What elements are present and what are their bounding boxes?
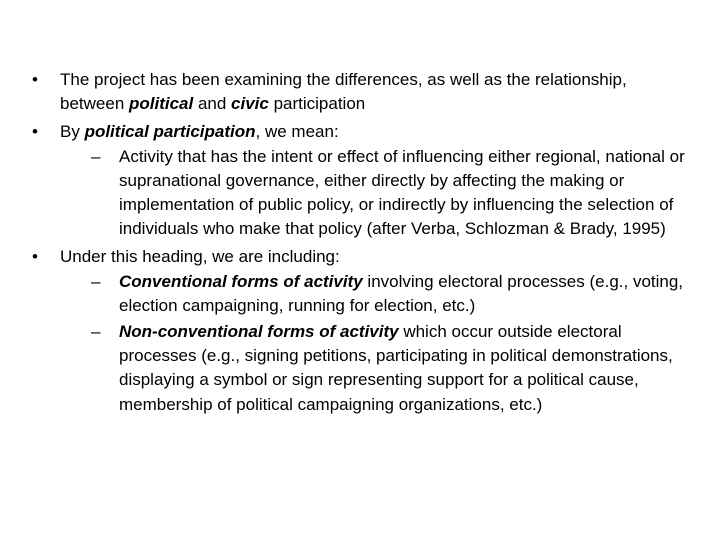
bullet-text: , we mean: xyxy=(255,122,339,142)
emphasis-conventional: Conventional forms of activity xyxy=(119,271,363,291)
sub-bullet-list xyxy=(60,270,694,417)
bullet-text: participation xyxy=(268,94,366,114)
emphasis-civic: civic xyxy=(231,94,269,114)
emphasis-political: political xyxy=(129,94,194,114)
dash-bullet-icon: – xyxy=(91,322,101,342)
sub-bullet-text: involving electoral processes (e.g., voting, election campaigning, running for election, etc.) xyxy=(119,271,684,315)
emphasis-political-participation: political participation xyxy=(84,122,256,142)
dash-bullet-icon: – xyxy=(91,146,101,166)
sub-bullet-item-conventional xyxy=(91,270,694,318)
slide-body xyxy=(32,68,694,417)
sub-bullet-text: Activity that has the intent or effect of influencing either regional, national or supranational governance, either directly by affecting the making or implementation of public policy, or indirectly by influencing the selection of individuals who make that policy (after Verba, Schlozman & Brady, 1995) xyxy=(119,146,685,239)
sub-bullet-text: which occur outside electoral processes (e.g., signing petitions, participating in political demonstrations, displaying a symbol or sign representing support for a political cause, membership of political campaigning organizations, etc.) xyxy=(119,322,673,414)
sub-bullet-list xyxy=(60,145,694,242)
bullet-item-project-focus xyxy=(32,68,694,116)
bullet-text: and xyxy=(193,94,232,114)
emphasis-non-conventional: Non-conventional forms of activity xyxy=(119,322,399,342)
sub-bullet-item-non-conventional xyxy=(91,320,694,417)
bullet-icon: • xyxy=(32,122,38,142)
bullet-text: By xyxy=(60,122,85,142)
bullet-icon: • xyxy=(32,247,38,267)
bullet-list xyxy=(32,68,694,417)
bullet-text: The project has been examining the differences, as well as the relationship, between xyxy=(60,70,627,114)
dash-bullet-icon: – xyxy=(91,271,101,291)
bullet-icon: • xyxy=(32,70,38,89)
bullet-item-heading xyxy=(32,245,694,416)
bullet-text: Under this heading, we are including: xyxy=(60,247,340,267)
sub-bullet-item-activity xyxy=(91,145,694,242)
bullet-item-definition xyxy=(32,120,694,241)
